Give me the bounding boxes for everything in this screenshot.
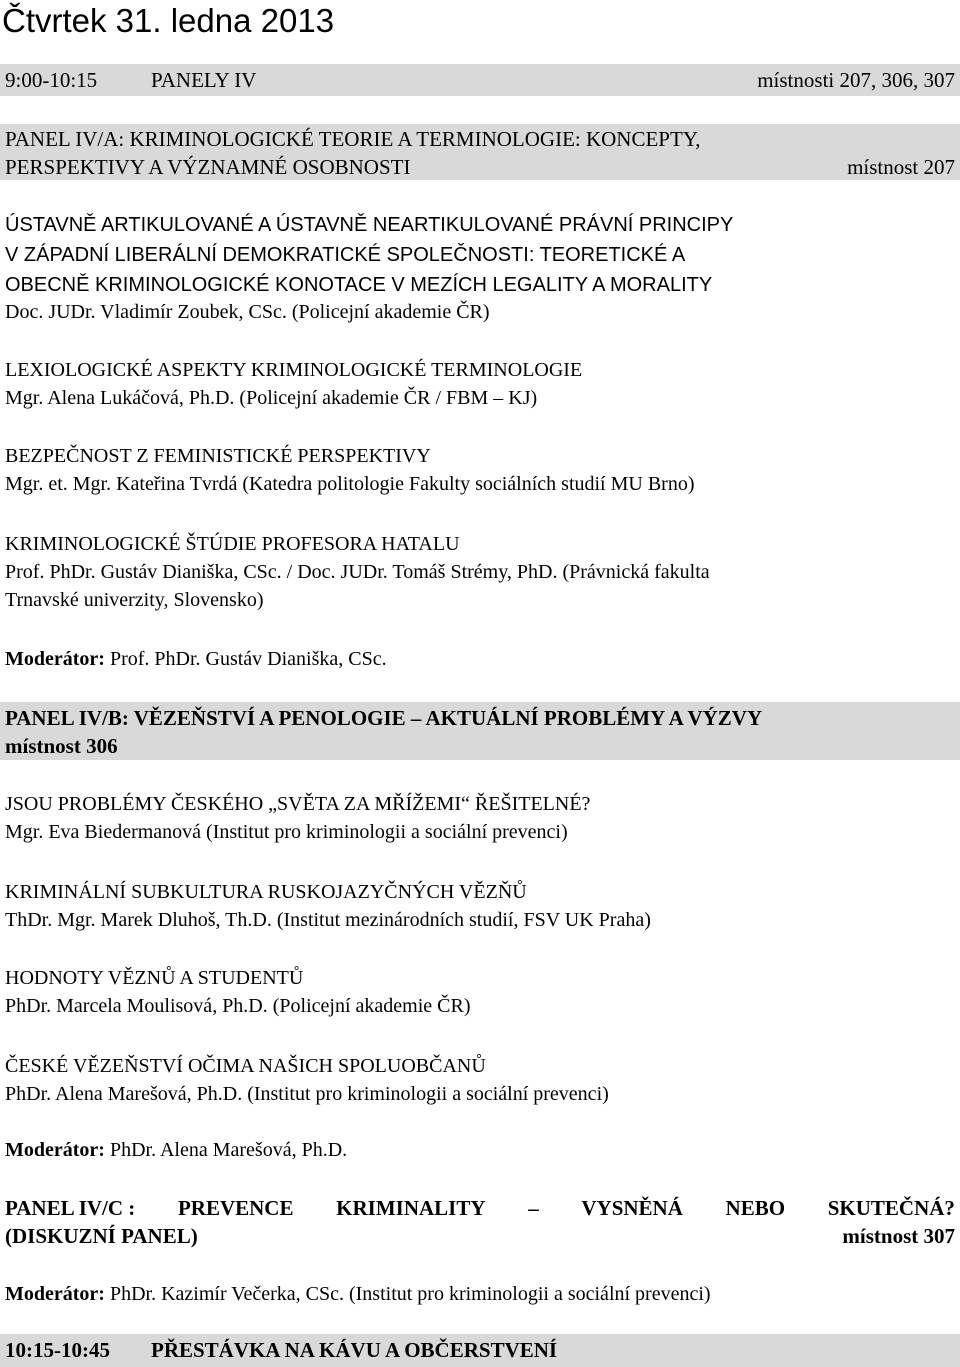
- panel-a-talk-2: [5, 356, 955, 412]
- break-time: 10:15-10:45: [5, 1338, 110, 1362]
- panel-b-talk-4: [5, 1052, 955, 1108]
- break-row: [5, 1336, 955, 1364]
- talk-speaker: Prof. PhDr. Gustáv Dianiška, CSc. / Doc. JUDr. Tomáš Strémy, PhD. (Právnická fakulta: [5, 561, 710, 583]
- moderator-label: Moderátor:: [5, 1283, 105, 1305]
- talk-title: BEZPEČNOST Z FEMINISTICKÉ PERSPEKTIVY: [5, 445, 431, 467]
- talk-title: ÚSTAVNĚ ARTIKULOVANÉ A ÚSTAVNĚ NEARTIKULOVANÉ PRÁVNÍ PRINCIPY: [5, 214, 734, 236]
- panel-c-title-word: PANEL IV/C :: [5, 1196, 136, 1220]
- moderator-name: PhDr. Kazimír Večerka, CSc. (Institut pro kriminologii a sociální prevenci): [109, 1283, 711, 1305]
- panel-a-title-line2-text: PERSPEKTIVY A VÝZNAMNÉ OSOBNOSTI: [5, 155, 411, 179]
- panel-b-room: místnost 306: [5, 734, 118, 758]
- panel-c-room: místnost 307: [842, 1224, 955, 1248]
- talk-speaker: ThDr. Mgr. Marek Dluhoš, Th.D. (Institut mezinárodních studií, FSV UK Praha): [5, 909, 651, 931]
- block-iv-title: PANELY IV: [151, 68, 257, 92]
- panel-b-talk-1: [5, 790, 955, 846]
- talk-title: LEXIOLOGICKÉ ASPEKTY KRIMINOLOGICKÉ TERMINOLOGIE: [5, 359, 583, 381]
- panel-c-title-word: PREVENCE: [177, 1196, 294, 1220]
- panel-a-talk-1: [5, 210, 955, 300]
- panel-c-title-word: SKUTEČNÁ?: [827, 1196, 955, 1220]
- panel-c-title-word: VYSNĚNÁ: [581, 1196, 683, 1220]
- talk-title: HODNOTY VĚZNŮ A STUDENTŮ: [5, 967, 304, 989]
- panel-c-title-word: –: [528, 1196, 539, 1220]
- panel-a-moderator: [5, 645, 955, 673]
- panel-b-title: PANEL IV/B: VĚZEŇSTVÍ A PENOLOGIE – AKTUÁLNÍ PROBLÉMY A VÝZVY: [5, 706, 763, 730]
- panel-c-subtitle: (DISKUZNÍ PANEL): [5, 1224, 198, 1248]
- talk-speaker: Mgr. Alena Lukáčová, Ph.D. (Policejní akademie ČR / FBM – KJ): [5, 387, 538, 409]
- moderator-name: Prof. PhDr. Gustáv Dianiška, CSc.: [109, 648, 387, 670]
- talk-speaker: Trnavské univerzity, Slovensko): [5, 589, 264, 611]
- talk-speaker: PhDr. Alena Marešová, Ph.D. (Institut pro kriminologii a sociální prevenci): [5, 1083, 609, 1105]
- panel-b-talk-2: [5, 878, 955, 934]
- moderator-label: Moderátor:: [5, 1139, 105, 1161]
- talk-title: ČESKÉ VĚZEŇSTVÍ OČIMA NAŠICH SPOLUOBČANŮ: [5, 1055, 486, 1077]
- panel-a-title-line1: PANEL IV/A: KRIMINOLOGICKÉ TEORIE A TERMINOLOGIE: KONCEPTY,: [5, 127, 701, 151]
- block-iv-header: [5, 66, 955, 94]
- date-heading: Čtvrtek 31. ledna 2013: [2, 2, 335, 39]
- panel-c-title-word: KRIMINALITY: [336, 1196, 486, 1220]
- block-iv-time: 9:00-10:15: [5, 68, 98, 92]
- panel-c-subtitle-row: [5, 1222, 955, 1250]
- talk-speaker: Mgr. Eva Biedermanová (Institut pro kriminologii a sociální prevenci): [5, 821, 568, 843]
- block-iv-rooms: místnosti 207, 306, 307: [757, 68, 955, 92]
- panel-c-title-word: NEBO: [725, 1196, 786, 1220]
- moderator-name: PhDr. Alena Marešová, Ph.D.: [109, 1139, 348, 1161]
- panel-a-title-line2: [5, 153, 955, 181]
- panel-a-talk-1-speaker: Doc. JUDr. Vladimír Zoubek, CSc. (Policejní akademie ČR): [5, 301, 490, 323]
- break-title: PŘESTÁVKA NA KÁVU A OBČERSTVENÍ: [151, 1338, 558, 1362]
- talk-title: KRIMINOLOGICKÉ ŠTÚDIE PROFESORA HATALU: [5, 533, 460, 555]
- talk-speaker: PhDr. Marcela Moulisová, Ph.D. (Policejní akademie ČR): [5, 995, 471, 1017]
- talk-title: KRIMINÁLNÍ SUBKULTURA RUSKOJAZYČNÝCH VĚZŇŮ: [5, 881, 527, 903]
- talk-title: V ZÁPADNÍ LIBERÁLNÍ DEMOKRATICKÉ SPOLEČNOSTI: TEORETICKÉ A: [5, 244, 686, 266]
- moderator-label: Moderátor:: [5, 648, 105, 670]
- panel-a-talk-4: [5, 530, 955, 614]
- panel-a-talk-3: [5, 442, 955, 498]
- panel-c-title: [5, 1194, 955, 1222]
- panel-a-room: místnost 207: [847, 155, 955, 179]
- talk-speaker: Mgr. et. Mgr. Kateřina Tvrdá (Katedra politologie Fakulty sociálních studií MU Brno): [5, 473, 695, 495]
- panel-b-talk-3: [5, 964, 955, 1020]
- panel-c-moderator: [5, 1280, 955, 1308]
- talk-title: JSOU PROBLÉMY ČESKÉHO „SVĚTA ZA MŘÍŽEMI“ ŘEŠITELNÉ?: [5, 793, 591, 815]
- panel-b-moderator: [5, 1136, 955, 1164]
- talk-title: OBECNĚ KRIMINOLOGICKÉ KONOTACE V MEZÍCH LEGALITY A MORALITY: [5, 274, 713, 296]
